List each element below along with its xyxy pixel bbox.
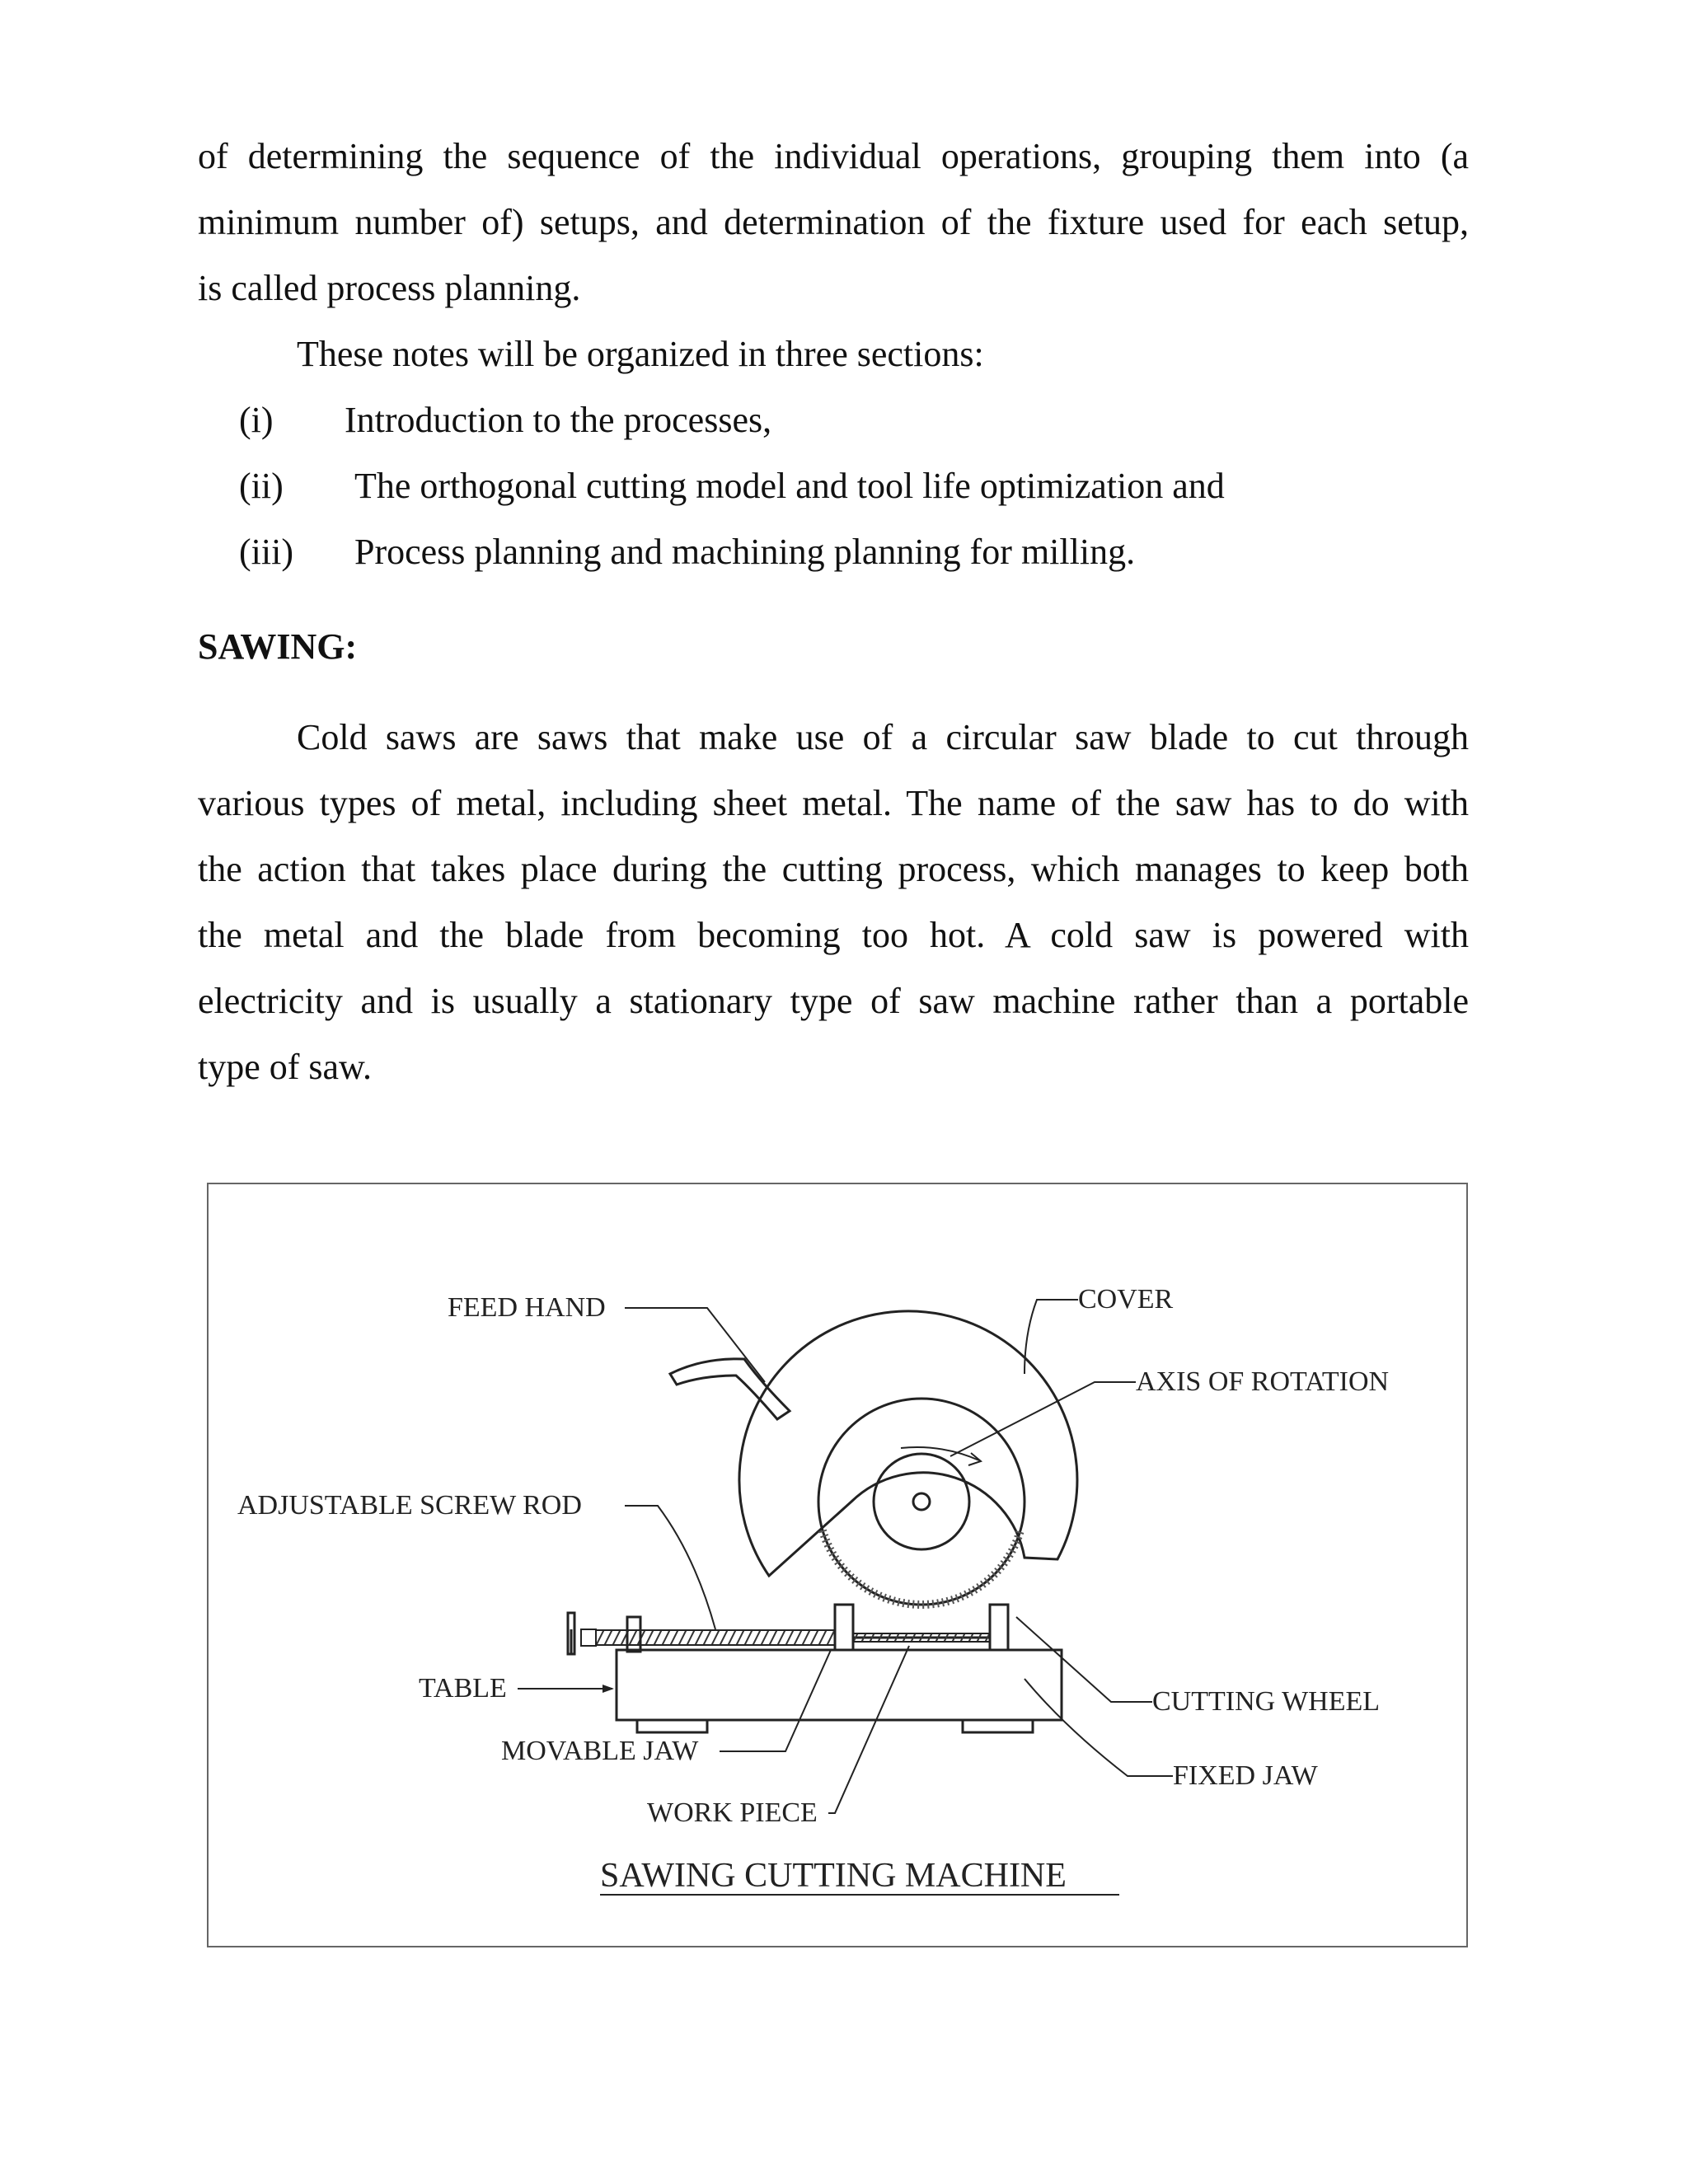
label-cover: COVER — [1078, 1284, 1174, 1315]
fixed-jaw-block — [990, 1605, 1008, 1650]
figure-caption: SAWING CUTTING MACHINE — [600, 1857, 1067, 1895]
list-text: Process planning and machining planning for milling. — [354, 532, 1136, 572]
label-feed-hand: FEED HAND — [448, 1292, 606, 1323]
list-text: Introduction to the processes, — [345, 400, 772, 440]
wheel-hub — [874, 1454, 969, 1549]
movable-jaw-block — [835, 1605, 853, 1650]
feed-handle — [670, 1359, 790, 1419]
label-table: TABLE — [419, 1673, 507, 1704]
saw-cover — [739, 1311, 1077, 1576]
list-item — [198, 519, 1469, 585]
sawing-line: Cold saws are saws that make use of a circular saw blade to cut through — [297, 717, 1469, 757]
sawing-line: type of saw. — [198, 1047, 372, 1087]
list-item — [198, 387, 1469, 453]
sections-list — [198, 387, 1469, 585]
sawing-line: electricity and is usually a stationary type of saw machine rather than a portable — [198, 981, 1469, 1021]
intro-line: minimum number of) setups, and determination of the fixture used for each setup, — [198, 202, 1469, 242]
sawing-line: the metal and the blade from becoming too hot. A cold saw is powered with — [198, 915, 1469, 955]
label-axis-of-rotation: AXIS OF ROTATION — [1136, 1366, 1390, 1397]
label-adjustable-screw-rod: ADJUSTABLE SCREW ROD — [237, 1490, 582, 1521]
sawing-machine-diagram — [209, 1184, 1470, 1949]
sawing-line: various types of metal, including sheet metal. The name of the saw has to do with — [198, 783, 1469, 823]
intro-line: is called process planning. — [198, 268, 581, 308]
intro-paragraph — [198, 124, 1469, 387]
sawing-line: the action that takes place during the cutting process, which manages to keep both — [198, 849, 1469, 889]
label-work-piece: WORK PIECE — [647, 1797, 818, 1828]
list-text: The orthogonal cutting model and tool life optimization and — [354, 466, 1225, 506]
list-number: (ii) — [239, 466, 284, 506]
machine-table — [617, 1650, 1062, 1720]
list-item — [198, 453, 1469, 519]
label-cutting-wheel: CUTTING WHEEL — [1152, 1686, 1381, 1717]
list-number: (iii) — [239, 532, 293, 572]
adjustable-screw-rod — [596, 1630, 835, 1645]
sawing-paragraph — [198, 705, 1469, 1100]
sawing-machine-figure — [207, 1183, 1468, 1947]
list-number: (i) — [239, 400, 274, 440]
axis-hole — [913, 1493, 930, 1510]
label-movable-jaw: MOVABLE JAW — [501, 1736, 699, 1766]
intro-line: of determining the sequence of the individual operations, grouping them into (a — [198, 136, 1469, 176]
sections-intro: These notes will be organized in three sections: — [297, 334, 984, 374]
section-heading: SAWING: — [198, 626, 358, 667]
label-fixed-jaw: FIXED JAW — [1173, 1760, 1318, 1791]
work-piece — [853, 1633, 990, 1642]
